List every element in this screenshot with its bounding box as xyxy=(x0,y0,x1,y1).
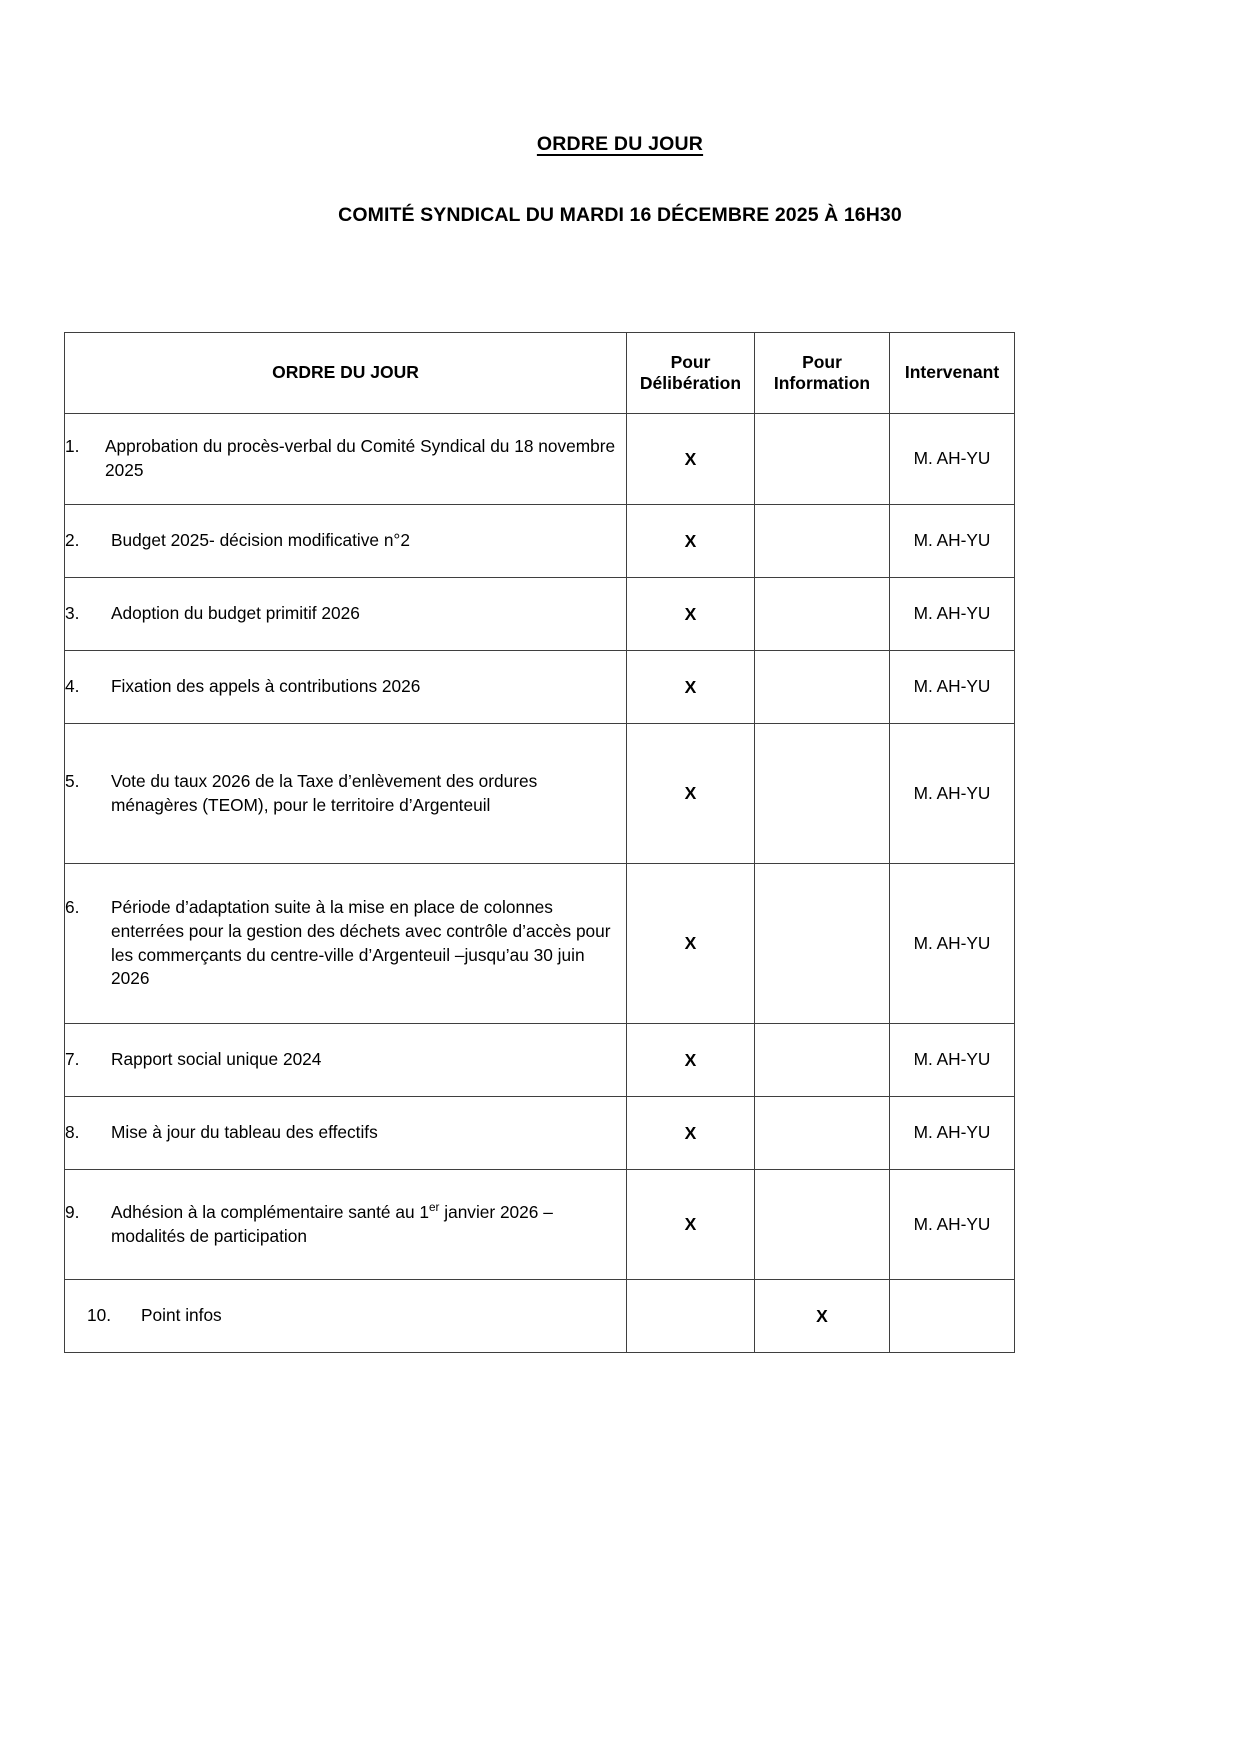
agenda-item-deliberation-mark: X xyxy=(627,414,755,505)
agenda-item-subject xyxy=(65,1280,627,1353)
agenda-table-body xyxy=(65,414,1015,1353)
agenda-item-deliberation-mark: X xyxy=(627,505,755,578)
agenda-item-text: Mise à jour du tableau des effectifs xyxy=(111,1122,378,1143)
agenda-item-text: Fixation des appels à contributions 2026 xyxy=(111,676,421,697)
agenda-item-information-mark xyxy=(755,651,890,724)
table-row xyxy=(65,414,1015,505)
table-row xyxy=(65,1280,1015,1353)
agenda-item-text-part2: janvier 2026 – modalités de participation xyxy=(111,1201,553,1246)
column-header-information-line2: Information xyxy=(773,373,871,393)
column-header-deliberation-line2: Délibération xyxy=(639,373,742,393)
column-header-deliberation-line1: Pour xyxy=(670,351,711,372)
agenda-item-text: Point infos xyxy=(141,1305,222,1326)
table-row xyxy=(65,505,1015,578)
agenda-item-deliberation-mark: X xyxy=(627,651,755,724)
agenda-item-deliberation-mark: X xyxy=(627,1170,755,1280)
agenda-item-information-mark xyxy=(755,578,890,651)
agenda-item-subject xyxy=(65,1170,627,1280)
agenda-item-speaker: M. AH-YU xyxy=(890,1024,1015,1097)
table-row xyxy=(65,1097,1015,1170)
agenda-item-speaker: M. AH-YU xyxy=(890,724,1015,864)
page-title xyxy=(0,0,1240,155)
agenda-item-subject xyxy=(65,1024,627,1097)
agenda-item-speaker: M. AH-YU xyxy=(890,414,1015,505)
agenda-item-speaker: M. AH-YU xyxy=(890,651,1015,724)
agenda-table xyxy=(64,332,1015,1353)
agenda-item-number: 5. xyxy=(65,770,80,791)
agenda-item-information-mark xyxy=(755,414,890,505)
agenda-item-speaker: M. AH-YU xyxy=(890,1097,1015,1170)
agenda-item-number: 1. xyxy=(65,436,80,457)
agenda-item-text-superscript: er xyxy=(428,1200,440,1214)
agenda-item-text-part1: Adhésion à la complémentaire santé au 1 xyxy=(111,1201,429,1222)
agenda-item-deliberation-mark: X xyxy=(627,724,755,864)
column-header-subject: ORDRE DU JOUR xyxy=(65,333,627,414)
agenda-item-information-mark xyxy=(755,864,890,1024)
agenda-item-speaker: M. AH-YU xyxy=(890,578,1015,651)
table-row xyxy=(65,578,1015,651)
agenda-item-subject xyxy=(65,864,627,1024)
agenda-item-text: Période d’adaptation suite à la mise en place de colonnes enterrées pour la gestion des déchets avec contrôle d’accès pour les commerçants du centre-ville d’Argenteuil –jusqu’au 30 juin 2026 xyxy=(111,896,611,989)
column-header-information xyxy=(755,333,890,414)
column-header-information-line1: Pour xyxy=(802,351,842,372)
table-header-row xyxy=(65,333,1015,414)
agenda-item-subject xyxy=(65,1097,627,1170)
table-row xyxy=(65,724,1015,864)
agenda-item-number: 3. xyxy=(65,603,80,624)
agenda-item-number: 8. xyxy=(65,1122,80,1143)
agenda-item-text: Approbation du procès-verbal du Comité Syndical du 18 novembre 2025 xyxy=(105,436,616,480)
agenda-item-deliberation-mark: X xyxy=(627,864,755,1024)
agenda-item-deliberation-mark xyxy=(627,1280,755,1353)
table-row xyxy=(65,864,1015,1024)
column-header-speaker: Intervenant xyxy=(890,333,1015,414)
agenda-item-information-mark xyxy=(755,724,890,864)
page-title-text: ORDRE DU JOUR xyxy=(536,133,704,155)
agenda-item-speaker: M. AH-YU xyxy=(890,864,1015,1024)
agenda-item-speaker: M. AH-YU xyxy=(890,505,1015,578)
agenda-item-information-mark xyxy=(755,505,890,578)
agenda-item-subject xyxy=(65,414,627,505)
agenda-item-deliberation-mark: X xyxy=(627,1097,755,1170)
agenda-item-text: Vote du taux 2026 de la Taxe d’enlèvement des ordures ménagères (TEOM), pour le territoire d’Argenteuil xyxy=(111,770,538,815)
agenda-item-number: 6. xyxy=(65,896,80,917)
agenda-item-number: 9. xyxy=(65,1201,80,1222)
agenda-item-subject xyxy=(65,724,627,864)
agenda-item-number: 4. xyxy=(65,676,80,697)
table-row xyxy=(65,651,1015,724)
agenda-item-deliberation-mark: X xyxy=(627,578,755,651)
table-row xyxy=(65,1024,1015,1097)
agenda-item-text: Budget 2025- décision modificative n°2 xyxy=(111,530,410,551)
agenda-item-text xyxy=(111,1201,626,1249)
agenda-item-information-mark xyxy=(755,1024,890,1097)
agenda-item-number: 10. xyxy=(87,1305,112,1326)
agenda-item-number: 7. xyxy=(65,1049,80,1070)
table-row xyxy=(65,1170,1015,1280)
agenda-item-information-mark xyxy=(755,1097,890,1170)
agenda-table-container xyxy=(64,332,1014,1353)
agenda-item-subject xyxy=(65,651,627,724)
column-header-deliberation xyxy=(627,333,755,414)
agenda-item-information-mark xyxy=(755,1170,890,1280)
agenda-item-subject xyxy=(65,505,627,578)
agenda-item-information-mark: X xyxy=(755,1280,890,1353)
agenda-item-speaker xyxy=(890,1280,1015,1353)
page-subtitle: COMITÉ SYNDICAL DU MARDI 16 DÉCEMBRE 2025 À 16H30 xyxy=(338,203,902,226)
agenda-item-speaker: M. AH-YU xyxy=(890,1170,1015,1280)
agenda-item-subject xyxy=(65,578,627,651)
agenda-item-text: Rapport social unique 2024 xyxy=(111,1049,322,1070)
agenda-item-number: 2. xyxy=(65,530,80,551)
agenda-item-deliberation-mark: X xyxy=(627,1024,755,1097)
agenda-item-text: Adoption du budget primitif 2026 xyxy=(111,603,360,624)
